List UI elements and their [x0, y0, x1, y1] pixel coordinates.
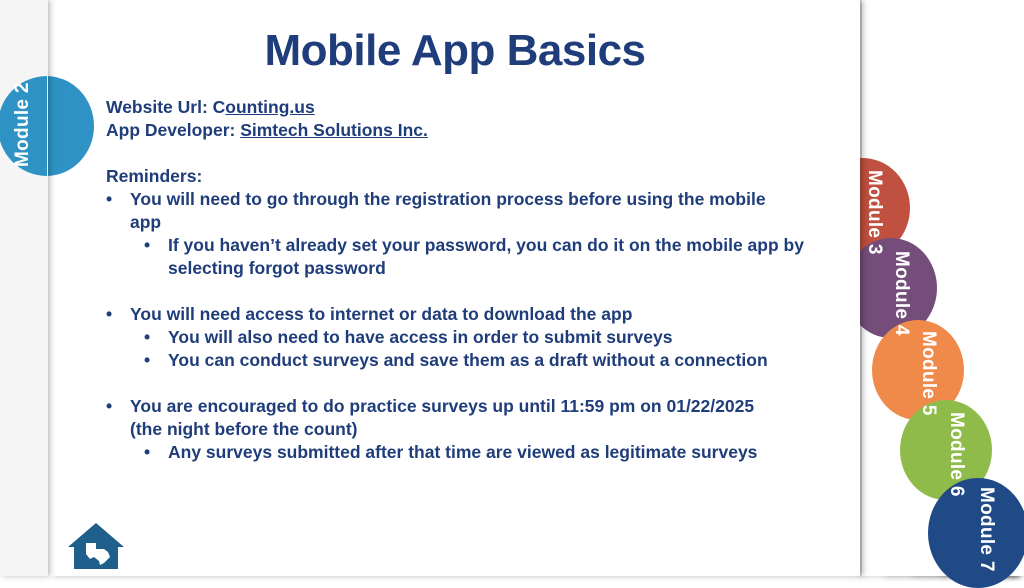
- developer-link[interactable]: Simtech Solutions Inc.: [240, 120, 428, 140]
- tab-module-4-label: Module 4: [891, 251, 912, 336]
- tab-module-5-label: Module 5: [918, 331, 939, 416]
- developer-label: App Developer:: [106, 120, 241, 140]
- tab-module-6-label: Module 6: [946, 412, 967, 497]
- website-label: Website Url:: [106, 97, 213, 117]
- website-line: [106, 96, 816, 119]
- sub-bullet-item: • If you haven’t already set your password, you can do it on the mobile app by selecting forgot password: [106, 234, 816, 280]
- bullet-item: • You will need access to internet or data to download the app: [106, 303, 816, 326]
- website-link[interactable]: ounting.us: [225, 97, 315, 117]
- tab-module-3-label: Module 3: [864, 170, 885, 255]
- reminders-heading: Reminders:: [106, 166, 203, 186]
- house-texas-logo-icon: [66, 521, 126, 571]
- sub-bullet-item: • You can conduct surveys and save them as a draft without a connection: [106, 349, 816, 372]
- sub-bullet-item: • You will also need to have access in order to submit surveys: [106, 326, 816, 349]
- developer-line: [106, 119, 816, 142]
- website-value-prefix: C: [212, 97, 226, 117]
- sub-bullet-item: • Any surveys submitted after that time are viewed as legitimate surveys: [106, 441, 816, 464]
- slide-title: Mobile App Basics: [264, 26, 646, 75]
- bullet-item: • You are encouraged to do practice surveys up until 11:59 pm on 01/22/2025 (the night before the count): [106, 395, 790, 441]
- tab-module-2-label: Module 2: [12, 82, 33, 167]
- slide-content: [106, 96, 816, 464]
- tab-module-7-label: Module 7: [976, 487, 997, 572]
- bullet-item: • You will need to go through the registration process before using the mobile app: [106, 188, 790, 234]
